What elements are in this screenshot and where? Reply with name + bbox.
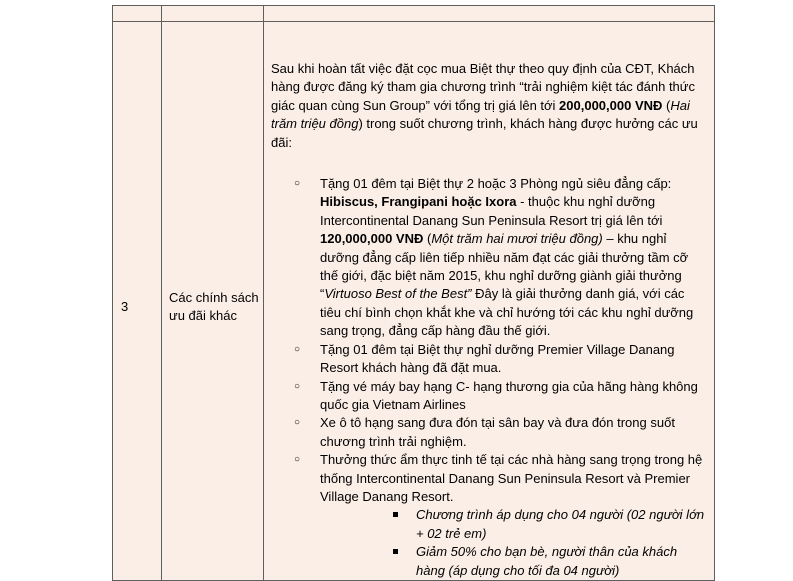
- benefit-1-text-3: (: [423, 231, 432, 247]
- circle-bullet-icon: ○: [294, 343, 301, 355]
- square-bullet-icon: [393, 549, 398, 554]
- header-cell-content: [264, 6, 715, 22]
- sub-benefit-2-text: Giảm 50% cho bạn bè, người thân của khách hàng (áp dụng cho tối đa 04 người): [416, 544, 678, 578]
- intro-text-2: (: [662, 97, 671, 113]
- sub-benefits-list: [271, 506, 708, 580]
- intro-amount: 200,000,000 VNĐ: [559, 97, 663, 113]
- benefit-1-text-4: – khu nghỉ dưỡng đẳng cấp liên tiếp nhiều năm đạt các giải thưởng tầm cỡ thế giới, đặc biệt năm 2015, khu nghỉ dưỡng giành giải thưởng “: [320, 231, 689, 302]
- circle-bullet-icon: ○: [294, 380, 301, 392]
- sub-benefit-1-text: Chương trình áp dụng cho 04 người (02 người lớn + 02 trẻ em): [416, 507, 705, 541]
- benefit-3-text: Tặng vé máy bay hạng C- hạng thương gia của hãng hàng không quốc gia Vietnam Airlines: [320, 378, 698, 412]
- header-cell-category: [162, 6, 264, 22]
- benefit-1-text-5: Đây là giải thưởng danh giá, với các tiêu chí bình chọn khắt khe và chỉ hướng tới các khu nghỉ dưỡng sang trọng, đẳng cấp hàng đầu thế giới.: [320, 286, 694, 339]
- category-cell: [162, 22, 264, 581]
- intro-amount-words: Hai trăm triệu đồng: [271, 97, 690, 132]
- benefit-1-villas: Hibiscus, Frangipani hoặc Ixora: [320, 194, 517, 210]
- content-cell: [264, 22, 715, 581]
- table-row: [113, 22, 715, 581]
- list-item: [271, 414, 708, 451]
- list-item: [271, 451, 708, 506]
- benefit-1-amount: 120,000,000 VNĐ: [320, 231, 424, 247]
- benefit-2-text: Tặng 01 đêm tại Biệt thự nghỉ dưỡng Premier Village Danang Resort khách hàng đã đặt mua.: [320, 341, 675, 376]
- list-item: [271, 378, 708, 415]
- row-number: 3: [121, 299, 129, 315]
- intro-text: Sau khi hoàn tất việc đặt cọc mua Biệt thự theo quy định của CĐT, Khách hàng được đăng ký tham gia chương trình “trải nghiệm kiệt tác đánh thức giác quan cùng Sun Group” với tổng trị giá lên tới: [271, 61, 695, 113]
- benefit-5-text: Thưởng thức ẩm thực tinh tế tại các nhà hàng sang trọng trong hệ thống Intercontinental Danang Sun Peninsula Resort và Premier Village Danang Resort.: [320, 452, 703, 504]
- table-header-row: [113, 6, 715, 22]
- intro-text-3: ) trong suốt chương trình, khách hàng được hưởng các ưu đãi:: [271, 116, 698, 150]
- content-block: [264, 22, 714, 580]
- header-cell-number: [113, 6, 162, 22]
- benefit-1-amount-words: Một trăm hai mươi triệu đồng): [431, 231, 603, 247]
- benefits-list: [271, 175, 708, 506]
- benefit-1-award: Virtuoso Best of the Best”: [324, 286, 472, 302]
- list-item: [271, 543, 708, 580]
- list-item: [271, 175, 708, 341]
- category-label: Các chính sách ưu đãi khác: [169, 289, 259, 323]
- square-bullet-icon: [393, 512, 398, 517]
- list-item: [271, 506, 708, 543]
- circle-bullet-icon: ○: [294, 178, 301, 190]
- list-item: [271, 341, 708, 378]
- circle-bullet-icon: ○: [294, 417, 301, 429]
- benefit-4-text: Xe ô tô hạng sang đưa đón tại sân bay và đưa đón trong suốt chương trình trải nghiệm.: [320, 415, 675, 449]
- policy-table: [112, 5, 715, 581]
- intro-paragraph: [271, 60, 708, 152]
- benefit-1-text: Tặng 01 đêm tại Biệt thự 2 hoặc 3 Phòng ngủ siêu đẳng cấp:: [320, 176, 672, 192]
- row-number-cell: [113, 22, 162, 581]
- benefit-1-text-2: - thuộc khu nghỉ dưỡng Intercontinental Danang Sun Peninsula Resort trị giá lên tới: [320, 194, 663, 228]
- circle-bullet-icon: ○: [294, 454, 301, 466]
